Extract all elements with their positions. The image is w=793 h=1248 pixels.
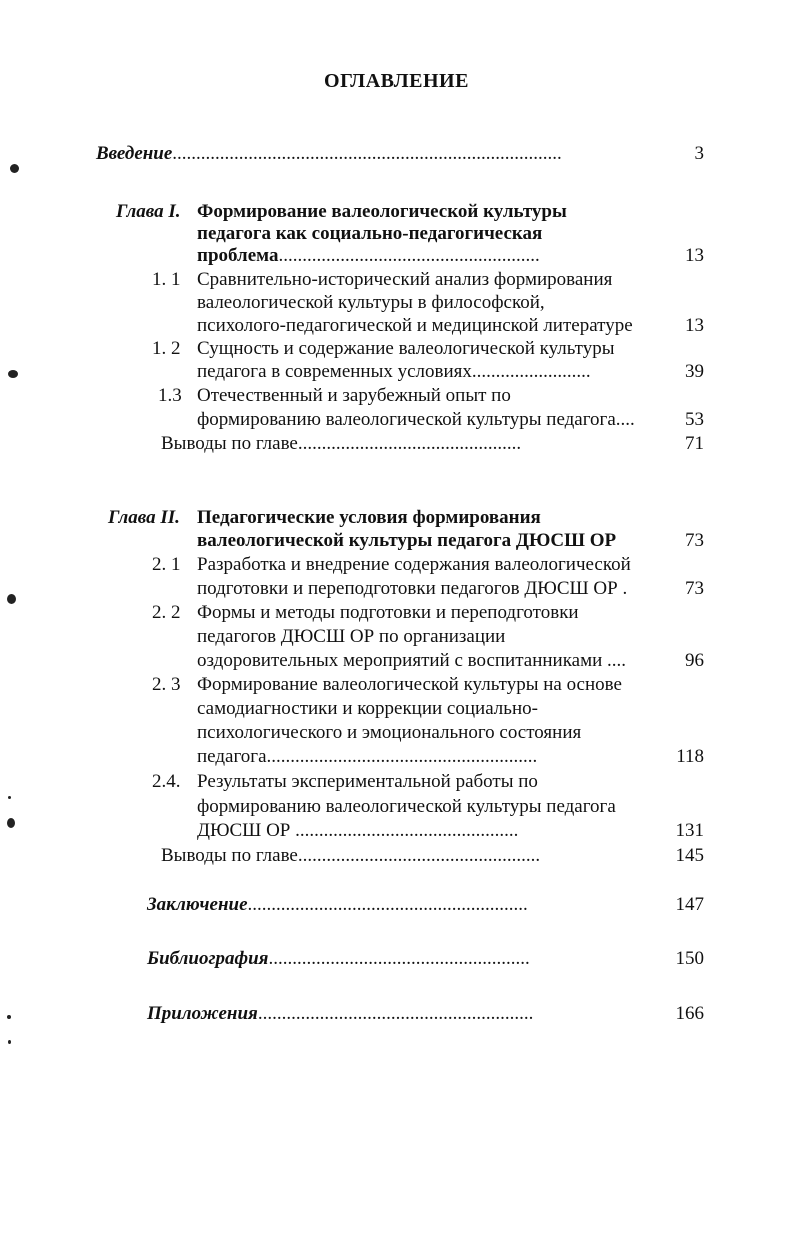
section-line: Сравнительно-исторический анализ формирования xyxy=(197,269,613,290)
chapter2-label: Глава II. xyxy=(108,507,180,528)
section-num: 1. 1 xyxy=(152,269,181,290)
conclusion-dots: ........................................................... xyxy=(247,894,528,915)
section-page: 118 xyxy=(676,746,704,767)
chapter2-title-line: Педагогические условия формирования xyxy=(197,507,541,528)
chapter1-dots: ....................................................... xyxy=(278,245,540,266)
conclusion-entry xyxy=(147,893,528,917)
chapter1-conclusion: Выводы по главе............................................... xyxy=(161,433,522,454)
scan-speck xyxy=(7,818,15,828)
scan-speck xyxy=(8,1040,11,1044)
section-line: валеологической культуры в философской, xyxy=(197,292,545,313)
section-page: 96 xyxy=(685,650,704,671)
chapter1-title-last xyxy=(197,244,540,268)
intro-entry xyxy=(96,142,562,166)
chapter1-title-line: Формирование валеологической культуры xyxy=(197,201,567,222)
section-num: 2. 2 xyxy=(152,602,181,623)
intro-page: 3 xyxy=(694,143,704,164)
section-line: оздоровительных мероприятий с воспитанниками .... xyxy=(197,650,627,671)
section-num: 1.3 xyxy=(158,385,182,406)
section-line: психологического и эмоционального состояния xyxy=(197,722,582,743)
bibliography-label: Библиография xyxy=(147,948,269,969)
section-line: педагога в современных условиях......................... xyxy=(197,361,591,382)
chapter1-title-line: проблема xyxy=(197,245,279,266)
bibliography-page: 150 xyxy=(675,948,704,969)
bibliography-entry xyxy=(147,947,530,971)
section-line: психолого-педагогической и медицинской литературе xyxy=(197,315,633,336)
section-line: Формирование валеологической культуры на основе xyxy=(197,674,622,695)
scan-speck xyxy=(8,796,11,799)
appendices-entry xyxy=(147,1002,533,1026)
chapter2-conclusion-page: 145 xyxy=(675,845,704,866)
appendices-label: Приложения xyxy=(147,1003,258,1024)
chapter1-conclusion-page: 71 xyxy=(685,433,704,454)
page-title: ОГЛАВЛЕНИЕ xyxy=(324,70,469,92)
chapter2-page: 73 xyxy=(685,530,704,551)
section-line: самодиагностики и коррекции социально- xyxy=(197,698,538,719)
chapter1-label: Глава I. xyxy=(116,201,181,222)
section-line: подготовки и переподготовки педагогов ДЮСШ ОР . xyxy=(197,578,628,599)
conclusion-label: Заключение xyxy=(147,894,248,915)
chapter2-conclusion: Выводы по главе................................................... xyxy=(161,845,541,866)
section-page: 39 xyxy=(685,361,704,382)
section-line: Результаты экспериментальной работы по xyxy=(197,771,538,792)
intro-label: Введение xyxy=(96,143,173,164)
section-page: 73 xyxy=(685,578,704,599)
section-line: формированию валеологической культуры педагога xyxy=(197,796,616,817)
chapter1-title-line: педагога как социально-педагогическая xyxy=(197,223,543,244)
section-num: 2. 1 xyxy=(152,554,181,575)
intro-dots: .................................................................................. xyxy=(172,143,562,164)
section-line: Сущность и содержание валеологической культуры xyxy=(197,338,615,359)
scan-speck xyxy=(7,1015,11,1019)
scan-speck xyxy=(8,370,18,378)
section-line: Формы и методы подготовки и переподготовки xyxy=(197,602,579,623)
section-page: 13 xyxy=(685,315,704,336)
section-line: ДЮСШ ОР ............................................... xyxy=(197,820,519,841)
section-num: 1. 2 xyxy=(152,338,181,359)
appendices-dots: .......................................................... xyxy=(257,1003,534,1024)
section-page: 131 xyxy=(675,820,704,841)
section-line: педагогов ДЮСШ ОР по организации xyxy=(197,626,506,647)
section-line: Разработка и внедрение содержания валеологической xyxy=(197,554,631,575)
section-line: Отечественный и зарубежный опыт по xyxy=(197,385,511,406)
section-num: 2.4. xyxy=(152,771,181,792)
chapter1-page: 13 xyxy=(685,245,704,266)
section-line: формированию валеологической культуры педагога.... xyxy=(197,409,635,430)
scan-speck xyxy=(10,164,19,173)
section-num: 2. 3 xyxy=(152,674,181,695)
section-line: педагога......................................................... xyxy=(197,746,538,767)
scan-speck xyxy=(7,594,16,604)
conclusion-page: 147 xyxy=(675,894,704,915)
section-page: 53 xyxy=(685,409,704,430)
chapter2-title-line: валеологической культуры педагога ДЮСШ ОР xyxy=(197,530,617,551)
bibliography-dots: ....................................................... xyxy=(268,948,530,969)
appendices-page: 166 xyxy=(675,1003,704,1024)
